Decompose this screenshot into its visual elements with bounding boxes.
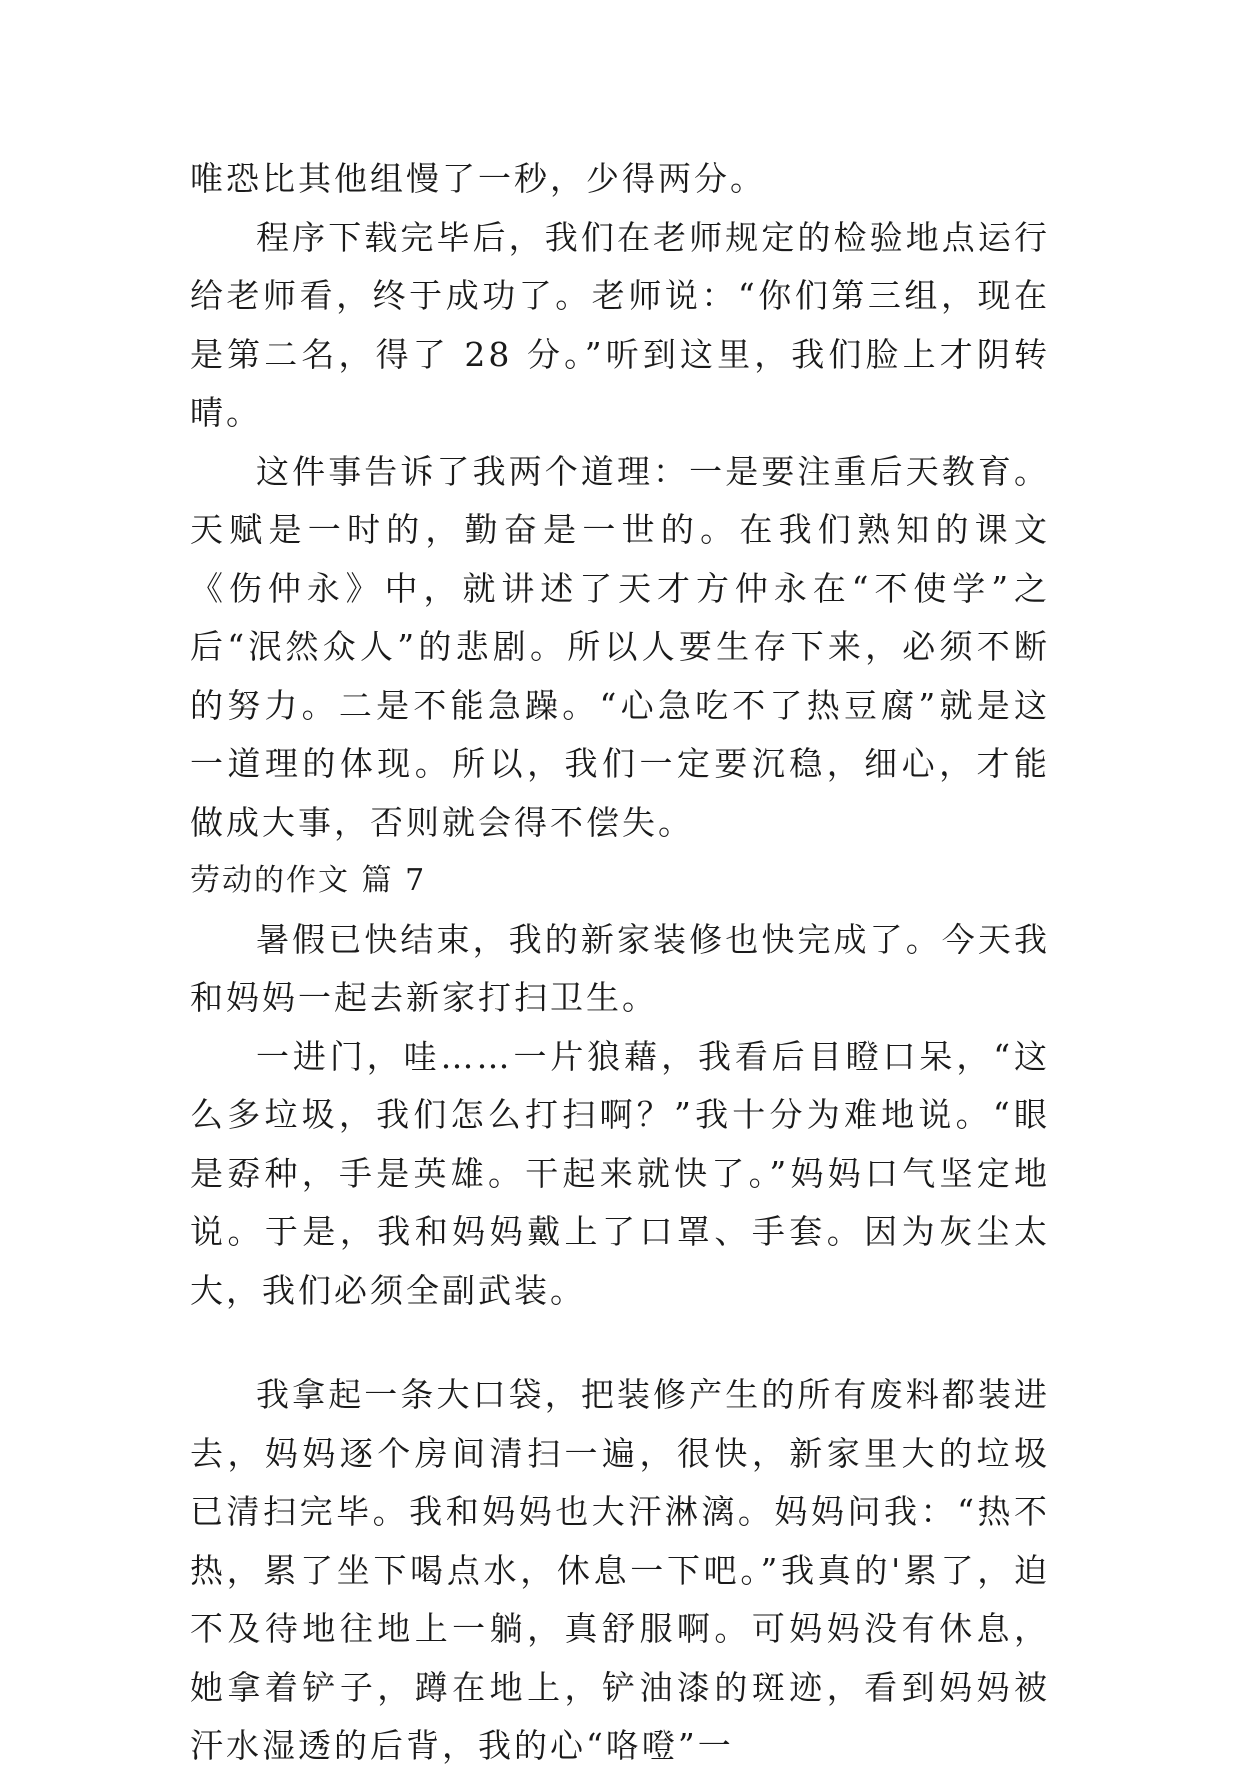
paragraph-program-download: 程序下载完毕后，我们在老师规定的检验地点运行给老师看，终于成功了。老师说：“你们第三组，现在是第二名，得了 28 分。”听到这里，我们脸上才阴转晴。 [190, 217, 1050, 432]
document-page [190, 150, 1050, 1776]
paragraph-gap [190, 1320, 1050, 1366]
paragraph-lesson: 这件事告诉了我两个道理：一是要注重后天教育。天赋是一时的，勤奋是一世的。在我们熟知的课文《伤仲永》中，就讲述了天才方仲永在“不使学”之后“泯然众人”的悲剧。所以人要生存下来，必须不断的努力。二是不能急躁。“心急吃不了热豆腐”就是这一道理的体现。所以，我们一定要沉稳，细心，才能做成大事，否则就会得不偿失。 [190, 451, 1050, 842]
paragraph-entering-door: 一进门，哇……一片狼藉，我看后目瞪口呆，“这么多垃圾，我们怎么打扫啊？”我十分为难地说。“眼是孬种，手是英雄。干起来就快了。”妈妈口气坚定地说。于是，我和妈妈戴上了口罩、手套。因为灰尘太大，我们必须全副武装。 [190, 1036, 1050, 1310]
paragraph-continuation: 唯恐比其他组慢了一秒，少得两分。 [190, 159, 766, 198]
paragraph-cleaning: 我拿起一条大口袋，把装修产生的所有废料都装进去，妈妈逐个房间清扫一遍，很快，新家里大的垃圾已清扫完毕。我和妈妈也大汗淋漓。妈妈问我：“热不热，累了坐下喝点水，休息一下吧。”我真的'累了，迫不及待地往地上一躺，真舒服啊。可妈妈没有休息，她拿着铲子，蹲在地上，铲油漆的斑迹，看到妈妈被汗水湿透的后背，我的心“咯噔”一 [190, 1375, 1050, 1765]
paragraph-summer-vacation: 暑假已快结束，我的新家装修也快完成了。今天我和妈妈一起去新家打扫卫生。 [190, 919, 1050, 1017]
section-heading: 劳动的作文 篇 7 [190, 863, 427, 898]
